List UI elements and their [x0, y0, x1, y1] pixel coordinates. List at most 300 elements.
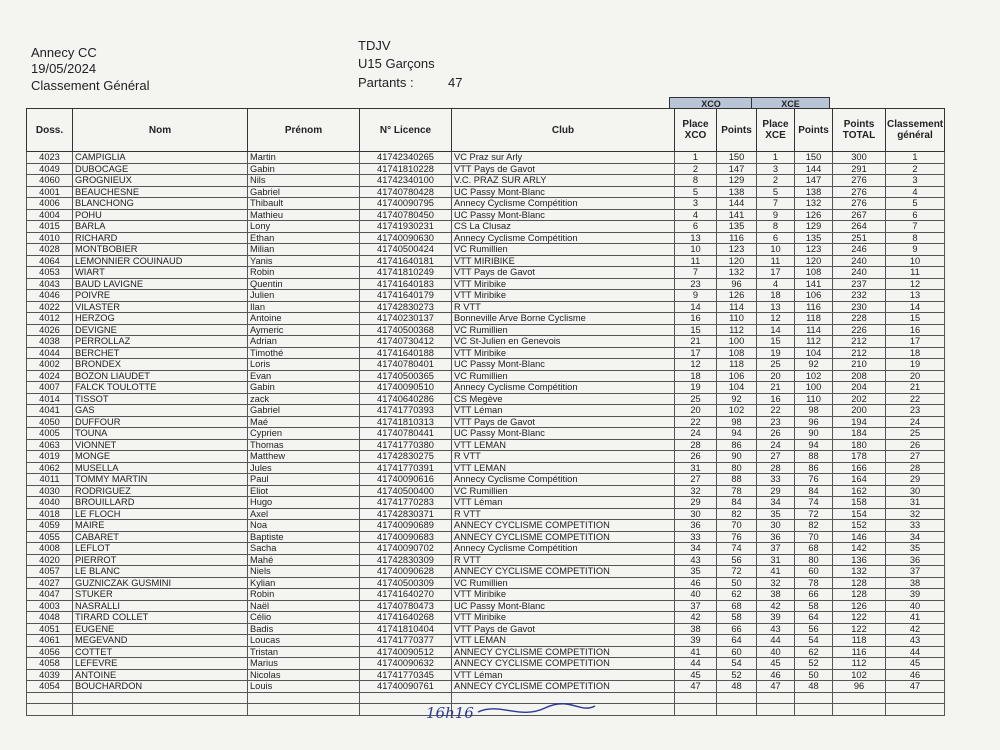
cell-points-xce: 86 [795, 462, 833, 474]
cell-prenom: Niels [248, 566, 360, 578]
cell-place-xce: 4 [757, 278, 795, 290]
cell-prenom: Hugo [248, 497, 360, 509]
cell-points-total: 122 [833, 623, 886, 635]
cell-points-total: 152 [833, 520, 886, 532]
cell-points-xco: 50 [717, 577, 757, 589]
cell-nom: ANTOINE [73, 669, 248, 681]
cell-points-xco: 104 [717, 382, 757, 394]
cell-club: VTT Miribike [452, 589, 675, 601]
cell-bib: 4039 [27, 669, 73, 681]
cell-prenom: Ilan [248, 301, 360, 313]
cell-club: Bonneville Arve Borne Cyclisme [452, 313, 675, 325]
cell-place-xce: 39 [757, 612, 795, 624]
table-row [27, 359, 945, 371]
cell-points-xce: 116 [795, 301, 833, 313]
cell-points-xce: 94 [795, 439, 833, 451]
cell-points-xce: 108 [795, 267, 833, 279]
cell-points-xce: 98 [795, 405, 833, 417]
cell-bib: 4059 [27, 520, 73, 532]
cell-place-xco: 20 [675, 405, 717, 417]
cell-points-xce: 74 [795, 497, 833, 509]
cell-nom: LEFEVRE [73, 658, 248, 670]
cell-place-xco: 40 [675, 589, 717, 601]
cell-classement: 34 [886, 531, 945, 543]
cell-points-total: 264 [833, 221, 886, 233]
cell-bib: 4054 [27, 681, 73, 693]
cell-points-xce: 72 [795, 508, 833, 520]
cell-licence: 41741810228 [360, 163, 452, 175]
cell-licence: 41740780473 [360, 600, 452, 612]
cell-points-total: 166 [833, 462, 886, 474]
cell-points-xce: 96 [795, 416, 833, 428]
cell-classement: 33 [886, 520, 945, 532]
cell-points-total [833, 704, 886, 716]
cell-prenom: Kylian [248, 577, 360, 589]
cell-bib: 4038 [27, 336, 73, 348]
cell-place-xco: 29 [675, 497, 717, 509]
cell-place-xce: 23 [757, 416, 795, 428]
cell-club: VTT Miribike [452, 347, 675, 359]
cell-points-total: 226 [833, 324, 886, 336]
cell-points-total: 96 [833, 681, 886, 693]
table-row [27, 416, 945, 428]
cell-place-xco: 15 [675, 324, 717, 336]
cell-nom: BLANCHONG [73, 198, 248, 210]
cell-points-xce: 138 [795, 186, 833, 198]
cell-points-total: 267 [833, 209, 886, 221]
cell-place-xce: 36 [757, 531, 795, 543]
cell-place-xco: 35 [675, 566, 717, 578]
cell-place-xco [675, 692, 717, 704]
cell-place-xce: 30 [757, 520, 795, 532]
cell-bib: 4024 [27, 370, 73, 382]
cell-club: R VTT [452, 508, 675, 520]
cell-points-xce: 70 [795, 531, 833, 543]
cell-club: VTT Léman [452, 405, 675, 417]
cell-points-xce: 114 [795, 324, 833, 336]
cell-club: VC Rumillien [452, 244, 675, 256]
cell-points-xco: 48 [717, 681, 757, 693]
cell-points-total: 291 [833, 163, 886, 175]
cell-points-xce: 88 [795, 451, 833, 463]
cell-place-xco: 6 [675, 221, 717, 233]
cell-bib: 4055 [27, 531, 73, 543]
cell-bib: 4047 [27, 589, 73, 601]
cell-points-total: 202 [833, 393, 886, 405]
cell-points-xce: 123 [795, 244, 833, 256]
org-name: Annecy CC [31, 45, 97, 60]
cell-prenom: Aymeric [248, 324, 360, 336]
cell-place-xco: 42 [675, 612, 717, 624]
cell-prenom: Quentin [248, 278, 360, 290]
table-row [27, 451, 945, 463]
cell-club: VC Rumillien [452, 577, 675, 589]
cell-points-xco: 90 [717, 451, 757, 463]
cell-place-xco: 19 [675, 382, 717, 394]
cell-nom: RICHARD [73, 232, 248, 244]
cell-points-xce: 78 [795, 577, 833, 589]
cell-classement: 35 [886, 543, 945, 555]
cell-licence: 41741810249 [360, 267, 452, 279]
cell-prenom: Maé [248, 416, 360, 428]
cell-nom: BOZON LIAUDET [73, 370, 248, 382]
cell-classement: 4 [886, 186, 945, 198]
cell-club: Annecy Cyclisme Compétition [452, 474, 675, 486]
cell-place-xce: 8 [757, 221, 795, 233]
cell-nom: BEAUCHESNE [73, 186, 248, 198]
cell-bib: 4006 [27, 198, 73, 210]
cell-points-total: 126 [833, 600, 886, 612]
cell-points-xco: 129 [717, 175, 757, 187]
cell-licence: 41740780401 [360, 359, 452, 371]
cell-nom: GROGNIEUX [73, 175, 248, 187]
cell-classement: 15 [886, 313, 945, 325]
cell-place-xco: 45 [675, 669, 717, 681]
cell-place-xco: 9 [675, 290, 717, 302]
cell-nom: PIERROT [73, 554, 248, 566]
cell-nom: COTTET [73, 646, 248, 658]
cell-nom: LEMONNIER COUINAUD [73, 255, 248, 267]
cell-bib: 4007 [27, 382, 73, 394]
cell-place-xce: 34 [757, 497, 795, 509]
table-row [27, 508, 945, 520]
xce-group-header: XCE [751, 97, 830, 111]
cell-points-xco: 100 [717, 336, 757, 348]
cell-points-xco: 62 [717, 589, 757, 601]
table-row [27, 267, 945, 279]
cell-club: UC Passy Mont-Blanc [452, 428, 675, 440]
cell-classement: 23 [886, 405, 945, 417]
cell-classement: 14 [886, 301, 945, 313]
cell-nom: LE BLANC [73, 566, 248, 578]
cell-points-xco: 86 [717, 439, 757, 451]
cell-points-total: 162 [833, 485, 886, 497]
cell-licence: 41741640181 [360, 255, 452, 267]
cell-points-xce: 150 [795, 152, 833, 164]
cell-classement: 39 [886, 589, 945, 601]
cell-points-xco: 98 [717, 416, 757, 428]
cell-points-xco: 76 [717, 531, 757, 543]
cell-classement: 9 [886, 244, 945, 256]
cell-points-total: 132 [833, 566, 886, 578]
cell-club: VTT Miribike [452, 278, 675, 290]
cell-classement: 18 [886, 347, 945, 359]
cell-place-xce: 32 [757, 577, 795, 589]
cell-points-total: 142 [833, 543, 886, 555]
cell-place-xco: 43 [675, 554, 717, 566]
xco-group-header: XCO [669, 97, 753, 111]
cell-club: VTT Pays de Gavot [452, 623, 675, 635]
cell-place-xce: 6 [757, 232, 795, 244]
cell-licence: 41740500309 [360, 577, 452, 589]
cell-points-xco [717, 704, 757, 716]
cell-classement: 37 [886, 566, 945, 578]
cell-points-xce: 82 [795, 520, 833, 532]
cell-bib: 4002 [27, 359, 73, 371]
cell-place-xce: 17 [757, 267, 795, 279]
cell-club: UC Passy Mont-Blanc [452, 209, 675, 221]
cell-licence: 41740090795 [360, 198, 452, 210]
table-row [27, 209, 945, 221]
cell-points-xce: 147 [795, 175, 833, 187]
cell-points-total: 208 [833, 370, 886, 382]
cell-bib: 4056 [27, 646, 73, 658]
cell-points-xco: 141 [717, 209, 757, 221]
cell-points-xco: 150 [717, 152, 757, 164]
cell-classement: 11 [886, 267, 945, 279]
cell-bib: 4046 [27, 290, 73, 302]
cell-nom: BERCHET [73, 347, 248, 359]
cell-points-total: 237 [833, 278, 886, 290]
cell-prenom: Matthew [248, 451, 360, 463]
cell-classement: 19 [886, 359, 945, 371]
cell-points-total: 212 [833, 336, 886, 348]
cell-bib: 4012 [27, 313, 73, 325]
table-row [27, 531, 945, 543]
cell-place-xce: 44 [757, 635, 795, 647]
cell-licence: 41740090512 [360, 646, 452, 658]
cell-nom: TIRARD COLLET [73, 612, 248, 624]
cell-bib: 4051 [27, 623, 73, 635]
cell-bib: 4057 [27, 566, 73, 578]
cell-club: VTT MIRIBIKE [452, 255, 675, 267]
cell-points-total: 136 [833, 554, 886, 566]
cell-place-xco: 44 [675, 658, 717, 670]
cell-licence: 41741770393 [360, 405, 452, 417]
cell-points-xce: 132 [795, 198, 833, 210]
cell-classement [886, 704, 945, 716]
cell-points-xce: 141 [795, 278, 833, 290]
cell-nom: FALCK TOULOTTE [73, 382, 248, 394]
cell-prenom: Nils [248, 175, 360, 187]
cell-points-total: 128 [833, 577, 886, 589]
cell-prenom [248, 704, 360, 716]
cell-prenom: Gabin [248, 163, 360, 175]
cell-points-total: 112 [833, 658, 886, 670]
cell-place-xco: 11 [675, 255, 717, 267]
cell-place-xce: 16 [757, 393, 795, 405]
cell-place-xco: 21 [675, 336, 717, 348]
table-row [27, 612, 945, 624]
cell-nom: POIVRE [73, 290, 248, 302]
cell-points-xco: 58 [717, 612, 757, 624]
cell-nom: MONGE [73, 451, 248, 463]
cell-club: VTT Pays de Gavot [452, 163, 675, 175]
cell-licence: 41741640270 [360, 589, 452, 601]
cell-points-xce: 106 [795, 290, 833, 302]
cell-nom: DUFFOUR [73, 416, 248, 428]
cell-points-xco: 126 [717, 290, 757, 302]
cell-place-xce [757, 692, 795, 704]
cell-bib: 4044 [27, 347, 73, 359]
table-row [27, 186, 945, 198]
cell-classement: 32 [886, 508, 945, 520]
cell-club: VC Rumillien [452, 370, 675, 382]
cell-prenom: Yanis [248, 255, 360, 267]
cell-classement: 16 [886, 324, 945, 336]
cell-club: VTT Pays de Gavot [452, 416, 675, 428]
cell-points-xce: 129 [795, 221, 833, 233]
cell-points-xco: 94 [717, 428, 757, 440]
table-row [27, 439, 945, 451]
cell-prenom: Lony [248, 221, 360, 233]
cell-prenom: Axel [248, 508, 360, 520]
table-row [27, 301, 945, 313]
cell-bib: 4023 [27, 152, 73, 164]
cell-licence: 41741810404 [360, 623, 452, 635]
cell-classement [886, 692, 945, 704]
cell-place-xco [675, 704, 717, 716]
cell-licence: 41740230137 [360, 313, 452, 325]
cell-bib: 4026 [27, 324, 73, 336]
cell-points-xco: 116 [717, 232, 757, 244]
cell-nom: EUGENE [73, 623, 248, 635]
cell-points-total: 246 [833, 244, 886, 256]
cell-club: VTT Léman [452, 497, 675, 509]
cell-bib [27, 692, 73, 704]
cell-points-xco: 54 [717, 658, 757, 670]
col-classement: Classement général [886, 109, 945, 152]
cell-club: Annecy Cyclisme Compétition [452, 543, 675, 555]
cell-nom: VIONNET [73, 439, 248, 451]
cell-classement: 12 [886, 278, 945, 290]
cell-licence: 41741640268 [360, 612, 452, 624]
cell-place-xco: 13 [675, 232, 717, 244]
cell-points-xce: 112 [795, 336, 833, 348]
cell-points-xco: 114 [717, 301, 757, 313]
cell-licence: 41741810313 [360, 416, 452, 428]
cell-licence: 41741640188 [360, 347, 452, 359]
cell-classement: 30 [886, 485, 945, 497]
cell-nom: TOUNA [73, 428, 248, 440]
cell-classement: 24 [886, 416, 945, 428]
cell-classement: 21 [886, 382, 945, 394]
cell-points-total: 228 [833, 313, 886, 325]
cell-place-xco: 46 [675, 577, 717, 589]
cell-bib [27, 704, 73, 716]
cell-points-xce: 120 [795, 255, 833, 267]
table-row [27, 623, 945, 635]
cell-place-xce: 27 [757, 451, 795, 463]
cell-place-xco: 31 [675, 462, 717, 474]
cell-classement: 43 [886, 635, 945, 647]
cell-points-xco: 74 [717, 543, 757, 555]
cell-place-xco: 7 [675, 267, 717, 279]
cell-club: VTT LEMAN [452, 635, 675, 647]
cell-prenom: Gabin [248, 382, 360, 394]
cell-classement: 44 [886, 646, 945, 658]
cell-nom: NASRALLI [73, 600, 248, 612]
cell-place-xce: 1 [757, 152, 795, 164]
cell-classement: 17 [886, 336, 945, 348]
table-row [27, 681, 945, 693]
cell-place-xce: 12 [757, 313, 795, 325]
cell-nom [73, 692, 248, 704]
cell-nom: POHU [73, 209, 248, 221]
cell-place-xce: 37 [757, 543, 795, 555]
cell-prenom: Loucas [248, 635, 360, 647]
cell-licence: 41740090616 [360, 474, 452, 486]
table-row [27, 163, 945, 175]
table-row [27, 428, 945, 440]
cell-bib: 4015 [27, 221, 73, 233]
cell-prenom: Loris [248, 359, 360, 371]
cell-classement: 3 [886, 175, 945, 187]
cell-licence: 41740500400 [360, 485, 452, 497]
cell-bib: 4030 [27, 485, 73, 497]
table-row [27, 324, 945, 336]
cell-points-xce: 84 [795, 485, 833, 497]
cell-place-xco: 33 [675, 531, 717, 543]
cell-points-xce: 80 [795, 554, 833, 566]
cell-bib: 4001 [27, 186, 73, 198]
cell-nom: MUSELLA [73, 462, 248, 474]
cell-place-xce: 29 [757, 485, 795, 497]
cell-licence: 41740500368 [360, 324, 452, 336]
cell-prenom: Cyprien [248, 428, 360, 440]
cell-bib: 4049 [27, 163, 73, 175]
cell-points-xce: 60 [795, 566, 833, 578]
cell-prenom: zack [248, 393, 360, 405]
cell-classement: 7 [886, 221, 945, 233]
cell-club: VC Rumillien [452, 485, 675, 497]
col-place-xco: Place XCO [675, 109, 717, 152]
cell-prenom: Mathieu [248, 209, 360, 221]
cell-place-xco: 22 [675, 416, 717, 428]
cell-licence: 41740500365 [360, 370, 452, 382]
col-licence: N° Licence [360, 109, 452, 152]
cell-licence: 41741770380 [360, 439, 452, 451]
cell-bib: 4063 [27, 439, 73, 451]
cell-nom [73, 704, 248, 716]
cell-place-xco: 36 [675, 520, 717, 532]
cell-licence: 41740090702 [360, 543, 452, 555]
cell-licence: 41742830275 [360, 451, 452, 463]
cell-points-xce: 118 [795, 313, 833, 325]
cell-nom: CAMPIGLIA [73, 152, 248, 164]
cell-place-xce: 47 [757, 681, 795, 693]
cell-bib: 4050 [27, 416, 73, 428]
cell-points-xco: 70 [717, 520, 757, 532]
cell-points-xco: 96 [717, 278, 757, 290]
cell-points-xco: 144 [717, 198, 757, 210]
cell-points-total: 158 [833, 497, 886, 509]
cell-bib: 4040 [27, 497, 73, 509]
cell-prenom: Célio [248, 612, 360, 624]
table-row [27, 589, 945, 601]
cell-club: ANNECY CYCLISME COMPETITION [452, 520, 675, 532]
cell-place-xco: 5 [675, 186, 717, 198]
cell-place-xco: 24 [675, 428, 717, 440]
cell-points-total: 184 [833, 428, 886, 440]
partants-count: 47 [448, 75, 463, 90]
cell-nom: TOMMY MARTIN [73, 474, 248, 486]
cell-bib: 4004 [27, 209, 73, 221]
table-row [27, 198, 945, 210]
cell-points-xco: 72 [717, 566, 757, 578]
cell-points-xco: 123 [717, 244, 757, 256]
cell-place-xco: 38 [675, 623, 717, 635]
cell-bib: 4061 [27, 635, 73, 647]
cell-club: CS Megève [452, 393, 675, 405]
cell-prenom: Eliot [248, 485, 360, 497]
cell-classement: 41 [886, 612, 945, 624]
cell-points-xco: 108 [717, 347, 757, 359]
cell-bib: 4041 [27, 405, 73, 417]
cell-points-xco: 106 [717, 370, 757, 382]
cell-prenom: Paul [248, 474, 360, 486]
cell-prenom: Naël [248, 600, 360, 612]
